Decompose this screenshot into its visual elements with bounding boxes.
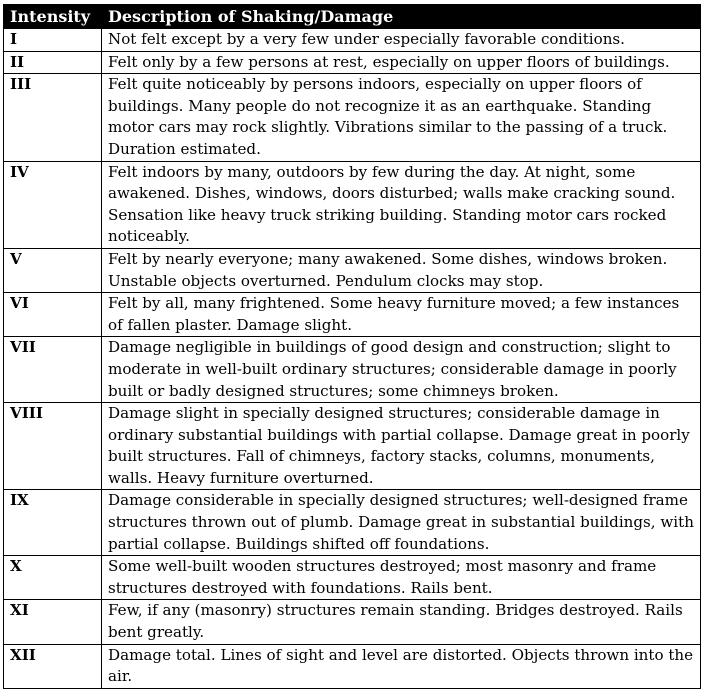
intensity-level: IX — [4, 490, 102, 556]
intensity-table — [3, 4, 701, 689]
table-row — [4, 644, 701, 688]
damage-description: Damage considerable in specially designed structures; well-designed frame structures thrown out of plumb. Damage great in substantial buildings, with partial collapse. Buildings shifted off foundations. — [102, 490, 701, 556]
table-row — [4, 403, 701, 490]
table-row — [4, 29, 701, 52]
table-header — [4, 5, 701, 29]
table-row — [4, 51, 701, 74]
table-row — [4, 600, 701, 644]
table-row — [4, 74, 701, 161]
damage-description: Damage total. Lines of sight and level are distorted. Objects thrown into the air. — [102, 644, 701, 688]
intensity-level: III — [4, 74, 102, 161]
damage-description: Not felt except by a very few under especially favorable conditions. — [102, 29, 701, 52]
intensity-level: I — [4, 29, 102, 52]
damage-description: Few, if any (masonry) structures remain standing. Bridges destroyed. Rails bent greatly. — [102, 600, 701, 644]
intensity-level: VII — [4, 337, 102, 403]
intensity-level: X — [4, 556, 102, 600]
damage-description: Felt only by a few persons at rest, especially on upper floors of buildings. — [102, 51, 701, 74]
damage-description: Felt by nearly everyone; many awakened. Some dishes, windows broken. Unstable objects overturned. Pendulum clocks may stop. — [102, 248, 701, 292]
table-body — [4, 29, 701, 689]
table-row — [4, 161, 701, 248]
intensity-level: XII — [4, 644, 102, 688]
damage-description: Damage slight in specially designed structures; considerable damage in ordinary substantial buildings with partial collapse. Damage great in poorly built structures. Fall of chimneys, factory stacks, columns, monuments, walls. Heavy furniture overturned. — [102, 403, 701, 490]
table-row — [4, 248, 701, 292]
intensity-level: IV — [4, 161, 102, 248]
intensity-column-header: Intensity — [4, 5, 102, 29]
table-row — [4, 293, 701, 337]
intensity-level: V — [4, 248, 102, 292]
intensity-level: II — [4, 51, 102, 74]
damage-description: Felt quite noticeably by persons indoors, especially on upper floors of buildings. Many people do not recognize it as an earthquake. Standing motor cars may rock slightly. Vibrations similar to the passing of a truck. Duration estimated. — [102, 74, 701, 161]
description-column-header: Description of Shaking/Damage — [102, 5, 701, 29]
table-row — [4, 490, 701, 556]
damage-description: Damage negligible in buildings of good design and construction; slight to moderate in well-built ordinary structures; considerable damage in poorly built or badly designed structures; some chimneys broken. — [102, 337, 701, 403]
table-row — [4, 556, 701, 600]
intensity-level: XI — [4, 600, 102, 644]
header-row — [4, 5, 701, 29]
damage-description: Some well-built wooden structures destroyed; most masonry and frame structures destroyed with foundations. Rails bent. — [102, 556, 701, 600]
table-row — [4, 337, 701, 403]
damage-description: Felt indoors by many, outdoors by few during the day. At night, some awakened. Dishes, windows, doors disturbed; walls make cracking sound. Sensation like heavy truck striking building. Standing motor cars rocked noticeably. — [102, 161, 701, 248]
damage-description: Felt by all, many frightened. Some heavy furniture moved; a few instances of fallen plaster. Damage slight. — [102, 293, 701, 337]
intensity-level: VI — [4, 293, 102, 337]
intensity-level: VIII — [4, 403, 102, 490]
